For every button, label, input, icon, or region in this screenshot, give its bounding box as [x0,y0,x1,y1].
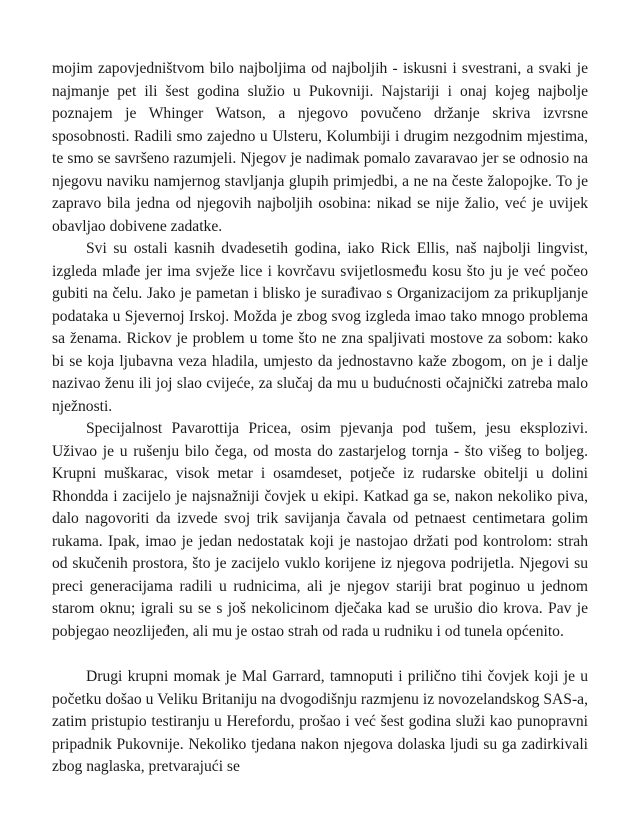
paragraph-garrard: Drugi krupni momak je Mal Garrard, tamnoputi i prilično tihi čovjek koji je u početku došao u Veliku Britaniju na dvogodišnju razmjenu iz novozelandskog SAS-a, zatim pristupio testiranju u Herefordu, prošao i već šest godina služi kao punopravni pripadnik Pukovnije. Nekoliko tjedana nakon njegova dolaska ljudi su ga zadirkivali zbog naglaska, pretvarajući se [52,668,588,775]
document-page [52,58,588,779]
paragraph-watson: mojim zapovjedništvom bilo najboljima od najboljih - iskusni i svestrani, a svaki je najmanje pet ili šest godina služio u Pukovniji. Najstariji i onaj kojeg najbolje poznajem je Whinger Watson, a njegovo povučeno držanje skriva izvrsne sposobnosti. Radili smo zajedno u Ulsteru, Kolumbiji i drugim nezgodnim mjestima, te smo se savršeno razumjeli. Njegov je nadimak pomalo zavaravao jer se odnosio na njegovu naviku namjernog stavljanja glupih primjedbi, a ne na česte žalopojke. To je zapravo bila jedna od njegovih najboljih osobina: nikad se nije žalio, već je uvijek obavljao dobivene zadatke. [52,60,588,235]
paragraph-ellis: Svi su ostali kasnih dvadesetih godina, iako Rick Ellis, naš najbolji lingvist, izgleda mlađe jer ima svježe lice i kovrčavu svijetlosmeđu kosu što ju je već počeo gubiti na čelu. Jako je pametan i blisko je surađivao s Organizacijom za prikupljanje podataka u Sjevernoj Irskoj. Možda je zbog svog izgleda imao tako mnogo problema sa ženama. Rickov je problem u tome što ne zna spaljivati mostove za sobom: kako bi se koja ljubavna veza hladila, umjesto da jednostavno kaže zbogom, on je i dalje nazivao ženu ili joj slao cvijeće, za slučaj da mu u budućnosti očajnički zatreba malo nježnosti. [52,240,588,415]
paragraph-price: Specijalnost Pavarottija Pricea, osim pjevanja pod tušem, jesu eksplozivi. Uživao je u rušenju bilo čega, od mosta do zastarjelog tornja - što višeg to boljeg. Krupni muškarac, visok metar i osamdeset, potječe iz rudarske obitelji u dolini Rhondda i zacijelo je najsnažniji čovjek u ekipi. Katkad ga se, nakon nekoliko piva, dalo nagovoriti da izvede svoj trik savijanja čavala od petnaest centimetara golim rukama. Ipak, imao je jedan nedostatak koji je nastojao držati pod kontrolom: strah od skučenih prostora, što je zacijelo vuklo korijene iz njegova podrijetla. Njegovi su preci generacijama radili u rudnicima, ali je njegov stariji brat poginuo u jednom starom oknu; igrali su se s još nekolicinom dječaka kad se urušio dio krova. Pav je pobjegao neozlijeđen, ali mu je ostao strah od rada u rudniku i od tunela općenito. [52,420,588,640]
